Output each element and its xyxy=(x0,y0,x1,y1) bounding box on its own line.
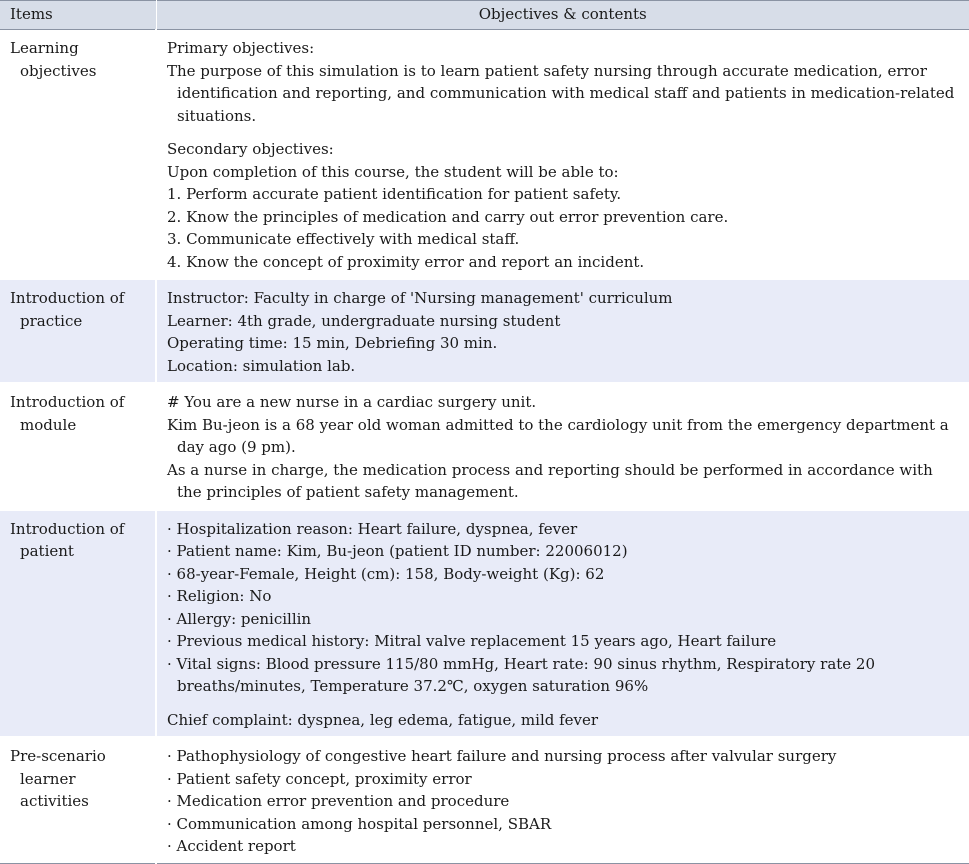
item-label: Learning objectives xyxy=(10,39,97,80)
content-line: Chief complaint: dyspnea, leg edema, fatigue, mild fever xyxy=(167,710,599,729)
content-line: Location: simulation lab. xyxy=(167,356,356,375)
row-introduction-of-module xyxy=(0,383,969,510)
item-cell xyxy=(0,510,156,738)
content-line: 4. Know the concept of proximity error and report an incident. xyxy=(167,252,645,271)
content-line: Operating time: 15 min, Debriefing 30 min. xyxy=(167,334,498,352)
content-line: The purpose of this simulation is to learn patient safety nursing through accurate medication, error identification and reporting, and communication with medical staff and patients in medication-related situations. xyxy=(167,61,955,125)
header-items: Items xyxy=(0,1,156,30)
content-line: Learner: 4th grade, undergraduate nursing student xyxy=(167,311,561,330)
content-line: · Allergy: penicillin xyxy=(167,609,312,628)
content-line: · Communication among hospital personnel, SBAR xyxy=(167,814,552,833)
content-cell xyxy=(156,30,969,280)
content-line: Upon completion of this course, the student will be able to: xyxy=(167,162,619,181)
item-cell xyxy=(0,30,156,280)
content-line: # You are a new nurse in a cardiac surgery unit. xyxy=(167,393,537,411)
item-label: Pre-scenario learner activities xyxy=(10,747,106,810)
content-cell xyxy=(156,279,969,383)
item-cell xyxy=(0,737,156,863)
item-cell xyxy=(0,279,156,383)
content-line: As a nurse in charge, the medication process and reporting should be performed in accordance with the principles of patient safety management. xyxy=(167,460,933,501)
content-line: · Vital signs: Blood pressure 115/80 mmHg, Heart rate: 90 sinus rhythm, Respiratory rate 20 breaths/minutes, Temperature 37.2℃, oxygen saturation 96% xyxy=(167,654,876,695)
content-line: · Hospitalization reason: Heart failure, dyspnea, fever xyxy=(167,519,578,538)
content-line: 1. Perform accurate patient identification for patient safety. xyxy=(167,185,622,203)
row-introduction-of-patient xyxy=(0,510,969,738)
content-cell xyxy=(156,737,969,863)
content-line: Kim Bu-jeon is a 68 year old woman admitted to the cardiology unit from the emergency department a day ago (9 pm). xyxy=(167,415,949,456)
item-label: Introduction of module xyxy=(10,393,125,434)
content-cell xyxy=(156,510,969,738)
content-cell xyxy=(156,383,969,510)
content-line: Secondary objectives: xyxy=(167,140,334,158)
content-line: 2. Know the principles of medication and carry out error prevention care. xyxy=(167,207,729,226)
content-line: · 68-year-Female, Height (cm): 158, Body-weight (Kg): 62 xyxy=(167,564,605,583)
row-introduction-of-practice xyxy=(0,279,969,383)
header-row xyxy=(0,1,969,30)
row-pre-scenario-learner-activities xyxy=(0,737,969,863)
header-objectives-contents: Objectives & contents xyxy=(156,1,969,30)
item-cell xyxy=(0,383,156,510)
content-line: · Previous medical history: Mitral valve replacement 15 years ago, Heart failure xyxy=(167,632,777,650)
row-learning-objectives xyxy=(0,30,969,280)
content-line: · Patient safety concept, proximity error xyxy=(167,769,472,788)
content-line: Instructor: Faculty in charge of 'Nursing management' curriculum xyxy=(167,289,673,307)
content-line: · Accident report xyxy=(167,837,296,855)
content-line: · Medication error prevention and procedure xyxy=(167,792,510,810)
item-label: Introduction of patient xyxy=(10,519,125,560)
content-line: 3. Communicate effectively with medical staff. xyxy=(167,230,520,248)
item-label: Introduction of practice xyxy=(10,289,125,330)
content-line: · Religion: No xyxy=(167,587,272,605)
content-line: · Patient name: Kim, Bu-jeon (patient ID number: 22006012) xyxy=(167,542,628,560)
content-line: Primary objectives: xyxy=(167,39,315,57)
content-line: · Pathophysiology of congestive heart failure and nursing process after valvular surgery xyxy=(167,747,837,765)
